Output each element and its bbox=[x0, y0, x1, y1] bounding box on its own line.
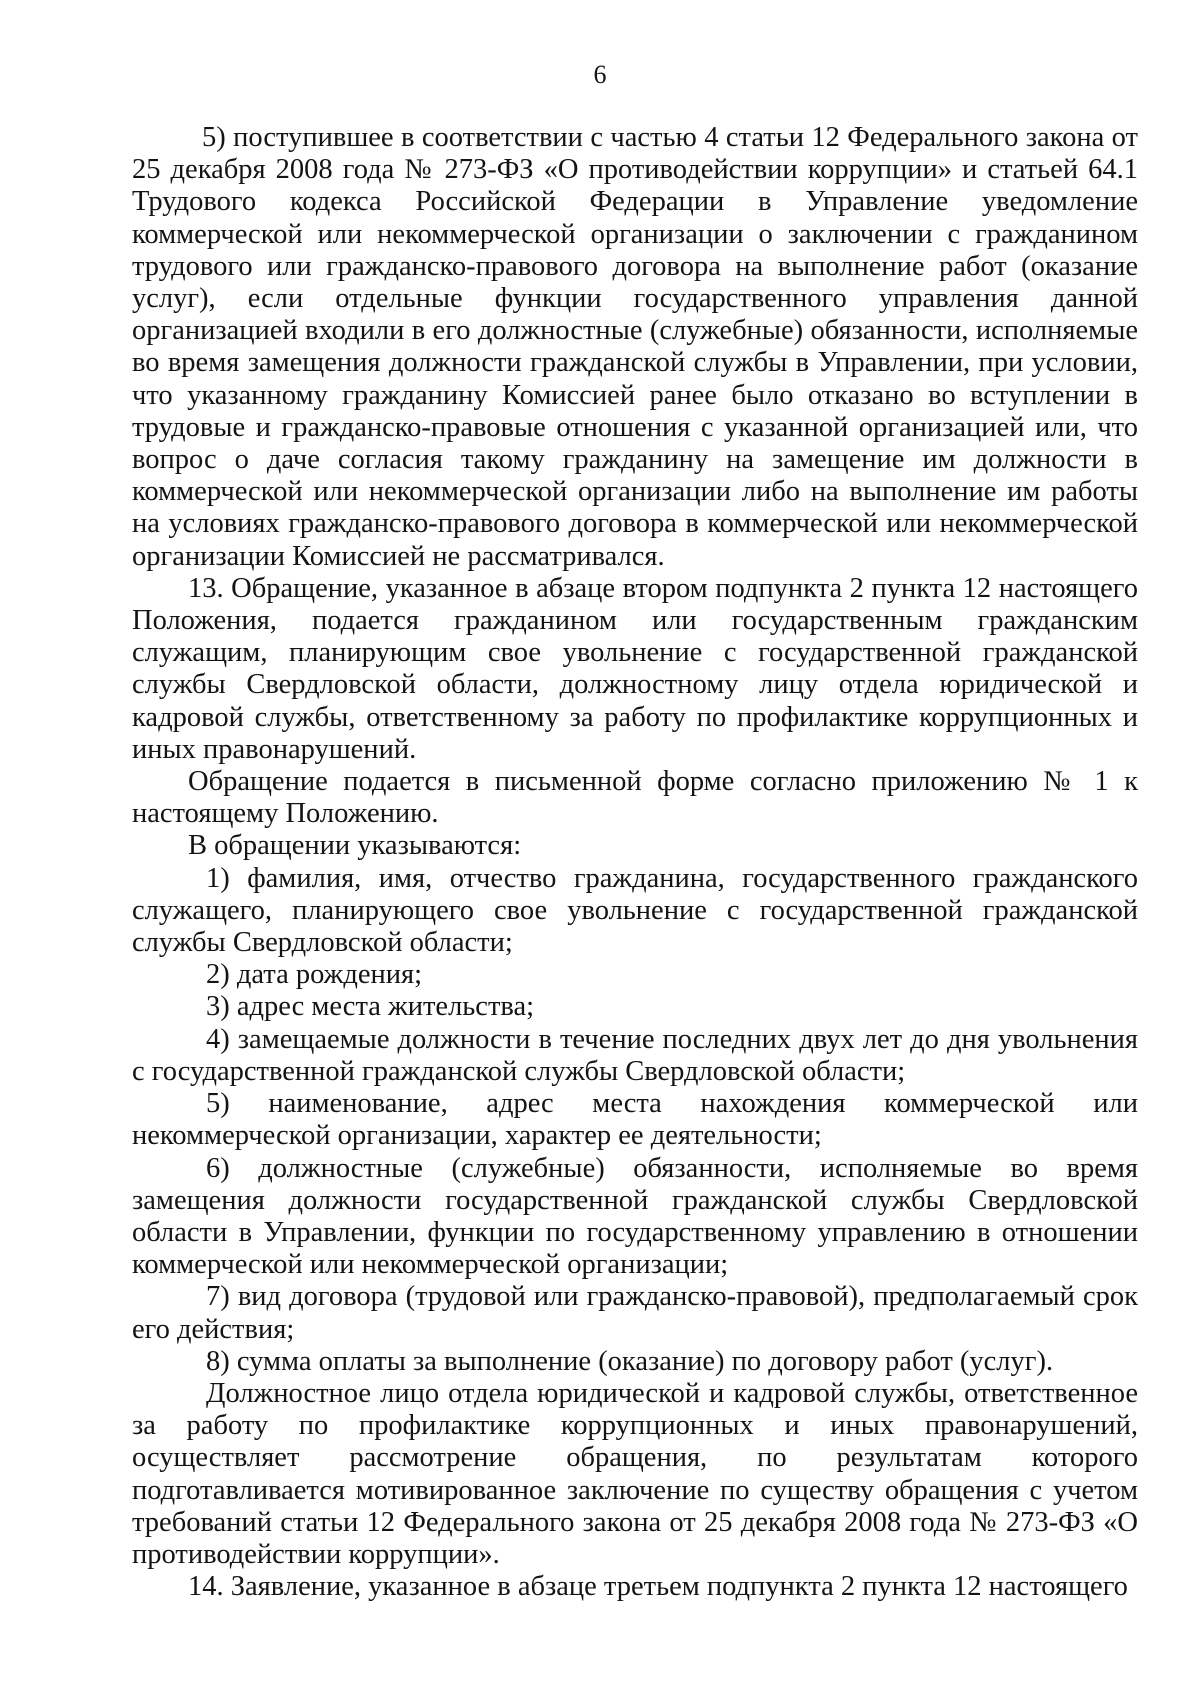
list-item-6: 6) должностные (служебные) обязанности, исполняемые во время замещения должности государственной гражданской службы Свердловской области в Управлении, функции по государственному управлению в отношении коммерческой или некоммерческой организации; bbox=[132, 1152, 1138, 1281]
list-item-4: 4) замещаемые должности в течение последних двух лет до дня увольнения с государственной гражданской службы Свердловской области; bbox=[132, 1023, 1138, 1087]
list-item-5: 5) наименование, адрес места нахождения коммерческой или некоммерческой организации, характер ее деятельности; bbox=[132, 1088, 1138, 1152]
list-item-1: 1) фамилия, имя, отчество гражданина, государственного гражданского служащего, планирующего свое увольнение с государственной гражданской службы Свердловской области; bbox=[132, 862, 1138, 959]
paragraph-14: 14. Заявление, указанное в абзаце третьем подпункта 2 пункта 12 настоящего bbox=[188, 1571, 1128, 1603]
page-number: 6 bbox=[593, 60, 607, 89]
document-body bbox=[132, 122, 1138, 1603]
list-item-7: 7) вид договора (трудовой или гражданско-правовой), предполагаемый срок его действия; bbox=[132, 1281, 1138, 1345]
paragraph-13: 13. Обращение, указанное в абзаце втором подпункта 2 пункта 12 настоящего Положения, подается гражданином или государственным гражданским служащим, планирующим свое увольнение с государственной гражданской службы Свердловской области, должностному лицу отдела юридической и кадровой службы, ответственному за работу по профилактике коррупционных и иных правонарушений. bbox=[132, 572, 1138, 765]
paragraph-item-5: 5) поступившее в соответствии с частью 4 статьи 12 Федерального закона от 25 декабря 2008 года № 273-ФЗ «О противодействии коррупции» и статьей 64.1 Трудового кодекса Российской Федерации в Управление уведомление коммерческой или некоммерческой организации о заключении с гражданином трудового или гражданско-правового договора на выполнение работ (оказание услуг), если отдельные функции государственного управления данной организацией входили в его должностные (служебные) обязанности, исполняемые во время замещения должности гражданской службы в Управлении, при условии, что указанному гражданину Комиссией ранее было отказано во вступлении в трудовые и гражданско-правовые отношения с указанной организацией или, что вопрос о даче согласия такому гражданину на замещение им должности в коммерческой или некоммерческой организации либо на выполнение им работы на условиях гражданско-правового договора в коммерческой или некоммерческой организации Комиссией не рассматривался. bbox=[132, 122, 1138, 572]
paragraph-appeal-contents-intro: В обращении указываются: bbox=[188, 830, 522, 862]
list-item-3: 3) адрес места жительства; bbox=[206, 991, 535, 1023]
list-item-8: 8) сумма оплаты за выполнение (оказание) по договору работ (услуг). bbox=[206, 1345, 1054, 1377]
list-item-2: 2) дата рождения; bbox=[206, 959, 423, 991]
paragraph-appeal-form: Обращение подается в письменной форме согласно приложению № 1 к настоящему Положению. bbox=[132, 766, 1138, 830]
paragraph-official-review: Должностное лицо отдела юридической и кадровой службы, ответственное за работу по профилактике коррупционных и иных правонарушений, осуществляет рассмотрение обращения, по результатам которого подготавливается мотивированное заключение по существу обращения с учетом требований статьи 12 Федерального закона от 25 декабря 2008 года № 273-ФЗ «О противодействии коррупции». bbox=[132, 1377, 1138, 1570]
